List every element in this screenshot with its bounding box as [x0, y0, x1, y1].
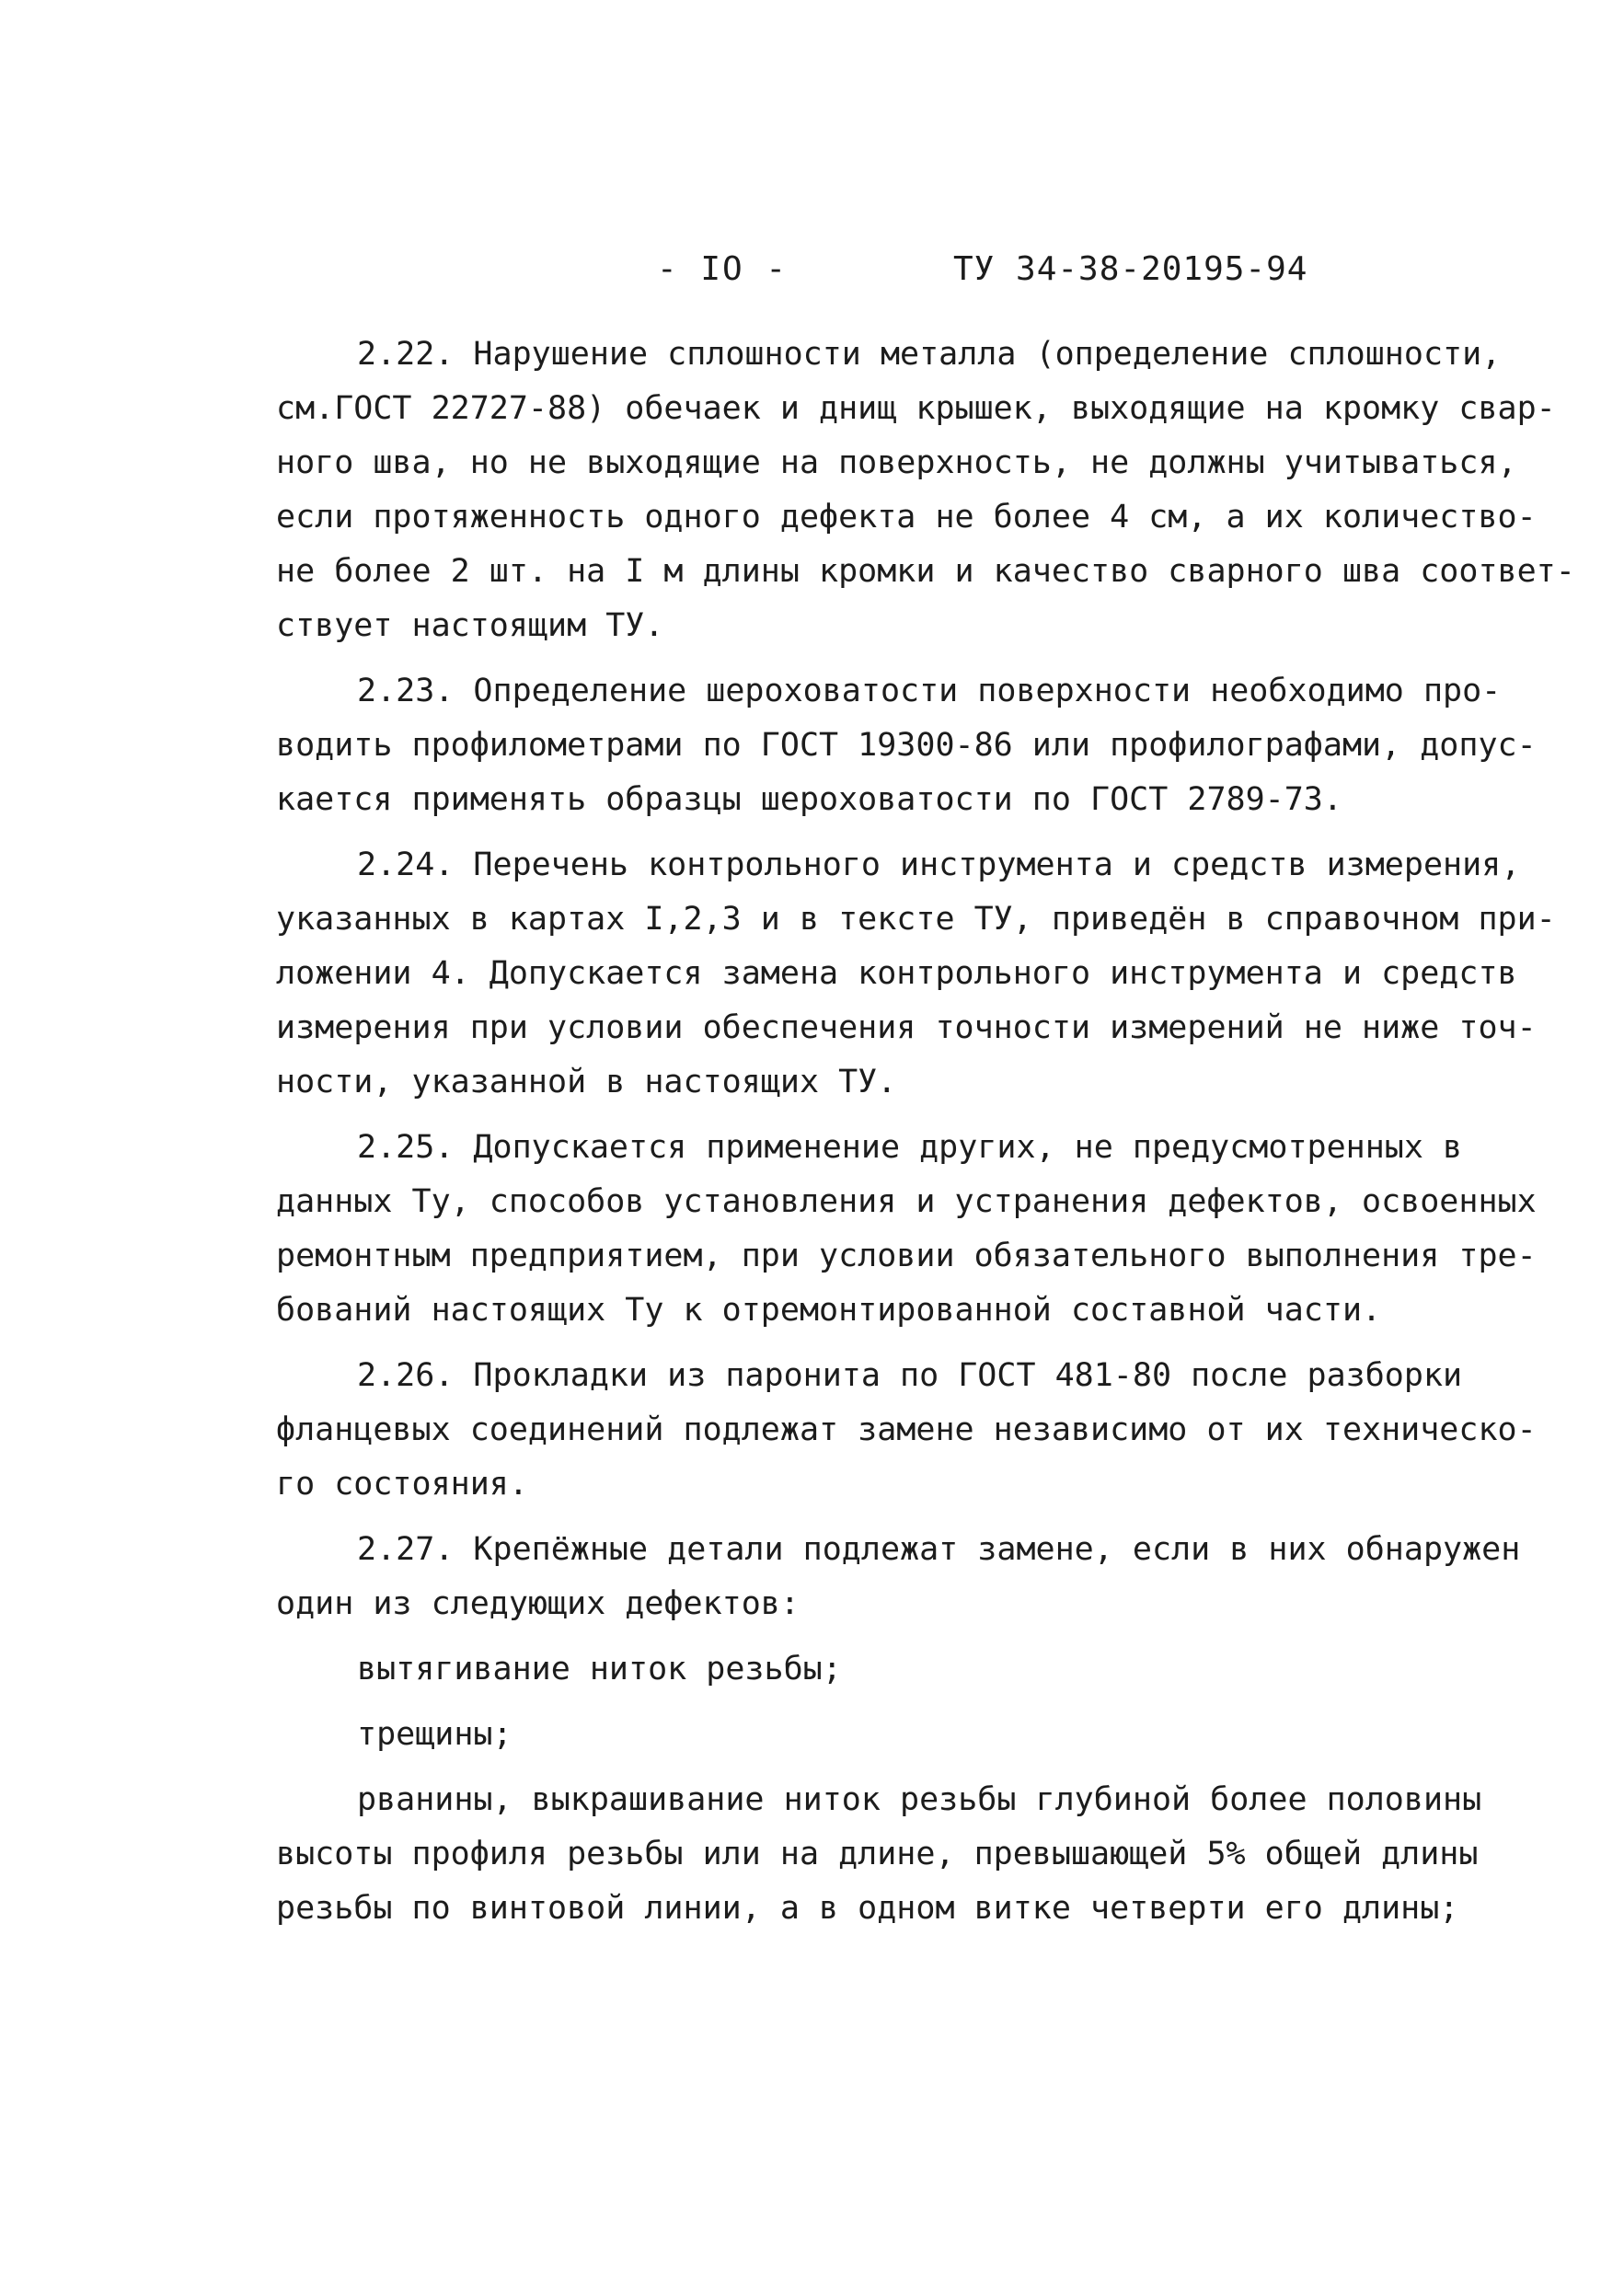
- text-line: 2.26. Прокладки из паронита по ГОСТ 481-80 после разборки: [357, 1357, 1463, 1394]
- text-line: рванины, выкрашивание ниток резьбы глубиной более половины: [357, 1781, 1482, 1818]
- text-line: го состояния.: [276, 1466, 528, 1503]
- text-line: 2.25. Допускается применение других, не предусмотренных в: [357, 1129, 1463, 1166]
- paragraph-2-25: [276, 1121, 1537, 1338]
- text-line: высоты профиля резьбы или на длине, превышающей 5% общей длины: [276, 1836, 1479, 1872]
- text-line: один из следующих дефектов:: [276, 1585, 800, 1622]
- text-line: данных Ту, способов установления и устранения дефектов, освоенных: [276, 1183, 1537, 1220]
- text-line: ствует настоящим ТУ.: [276, 607, 664, 644]
- text-line: фланцевых соединений подлежат замене независимо от их техническо-: [276, 1411, 1537, 1448]
- text-line: измерения при условии обеспечения точности измерений не ниже точ-: [276, 1009, 1537, 1046]
- text-line: ремонтным предприятием, при условии обязательного выполнения тре-: [276, 1238, 1537, 1274]
- text-line: вытягивание ниток резьбы;: [357, 1651, 842, 1687]
- paragraph-2-23: [276, 664, 1537, 827]
- paragraph-2-26: [276, 1349, 1537, 1512]
- paragraph-2-22: [276, 328, 1575, 653]
- text-line: 2.23. Определение шероховатости поверхности необходимо про-: [357, 673, 1502, 709]
- paragraph-2-24: [276, 838, 1556, 1110]
- text-line: 2.27. Крепёжные детали подлежат замене, если в них обнаружен: [357, 1531, 1521, 1568]
- text-line: кается применять образцы шероховатости по ГОСТ 2789-73.: [276, 781, 1342, 818]
- text-line: 2.24. Перечень контрольного инструмента и средств измерения,: [357, 847, 1521, 883]
- text-line: 2.22. Нарушение сплошности металла (определение сплошности,: [357, 336, 1502, 373]
- page-number: - IO -: [657, 250, 789, 288]
- text-line: ности, указанной в настоящих ТУ.: [276, 1064, 897, 1100]
- text-line: не более 2 шт. на I м длины кромки и качество сварного шва соответ-: [276, 553, 1575, 590]
- paragraph-2-27: [276, 1523, 1521, 1631]
- defect-item-cracks: [276, 1708, 1408, 1762]
- document-code: ТУ 34-38-20195-94: [953, 250, 1308, 288]
- text-line: водить профилометрами по ГОСТ 19300-86 или профилографами, допус-: [276, 727, 1537, 764]
- document-body: [276, 328, 1575, 1936]
- text-line: указанных в картах I,2,3 и в тексте ТУ, приведён в справочном при-: [276, 901, 1556, 938]
- text-line: ложении 4. Допускается замена контрольного инструмента и средств: [276, 955, 1517, 992]
- page-header: [0, 250, 1624, 305]
- text-line: см.ГОСТ 22727-88) обечаек и днищ крышек, выходящие на кромку свар-: [276, 390, 1556, 427]
- text-line: резьбы по винтовой линии, а в одном витке четверти его длины;: [276, 1890, 1459, 1927]
- defect-item-tears: [276, 1773, 1482, 1936]
- defect-item-thread-stretching: [276, 1642, 1408, 1697]
- text-line: если протяженность одного дефекта не более 4 см, а их количество-: [276, 499, 1537, 536]
- text-line: ного шва, но не выходящие на поверхность, не должны учитываться,: [276, 444, 1517, 481]
- text-line: бований настоящих Ту к отремонтированной составной части.: [276, 1292, 1382, 1329]
- text-line: трещины;: [357, 1716, 513, 1753]
